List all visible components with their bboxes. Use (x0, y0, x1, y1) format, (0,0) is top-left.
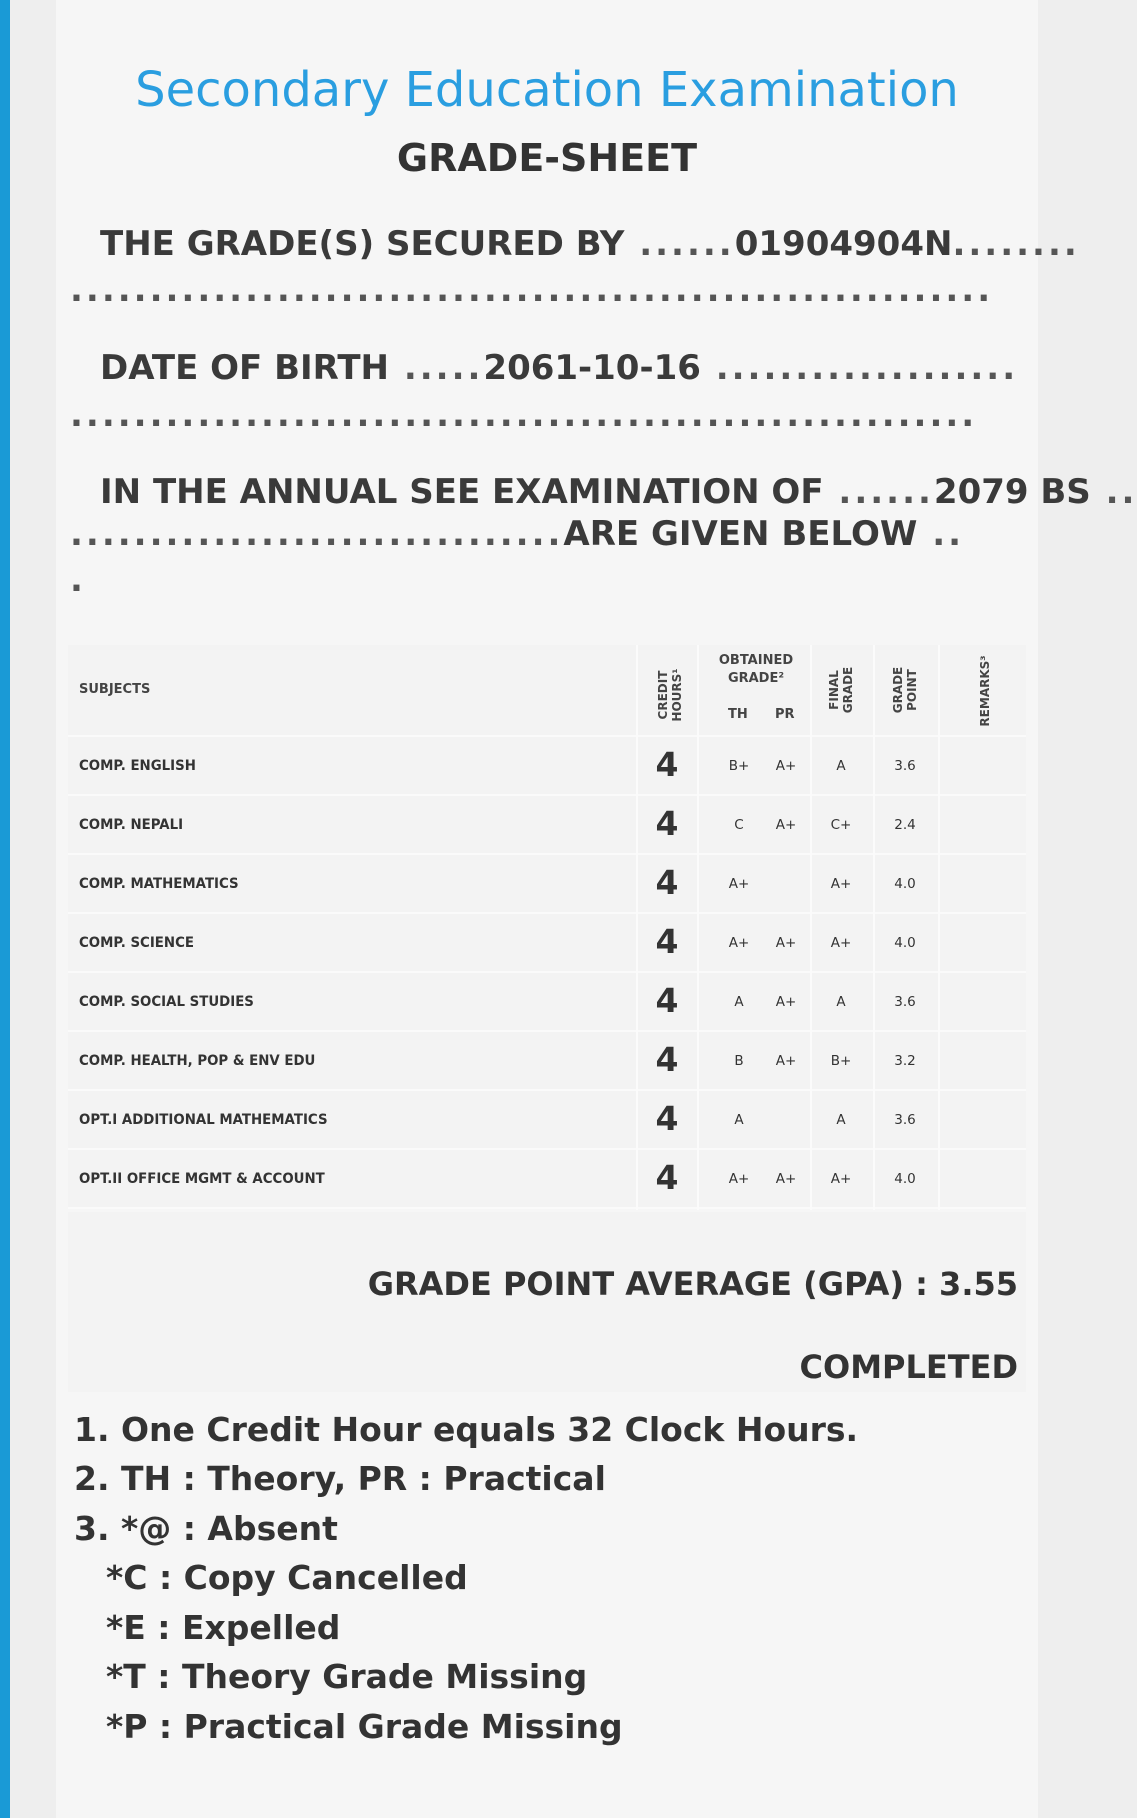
given-below-line: ...............................ARE GIVEN BELOW .. (70, 514, 965, 554)
final-grade: A (836, 758, 846, 774)
credit-hours: 4 (655, 1040, 679, 1079)
grade-point: 3.6 (894, 994, 916, 1010)
note-copy-cancelled: *C : Copy Cancelled (106, 1558, 468, 1597)
exam-label: IN THE ANNUAL SEE EXAMINATION OF (100, 472, 824, 512)
grade-point: 2.4 (894, 817, 916, 833)
pr-grade: A+ (775, 758, 797, 774)
subject-name: OPT.I ADDITIONAL MATHEMATICS (79, 1112, 328, 1128)
credit-hours: 4 (655, 745, 679, 784)
th-grade: A (734, 994, 744, 1010)
final-grade: A (836, 994, 846, 1010)
left-accent-bar (0, 0, 10, 1818)
grade-sheet-card (56, 0, 1137, 1818)
subject-name: COMP. MATHEMATICS (79, 876, 239, 892)
grade-point: 3.6 (894, 1112, 916, 1128)
dob-label: DATE OF BIRTH (100, 348, 389, 388)
subject-name: COMP. SCIENCE (79, 935, 194, 951)
table-row (68, 737, 1026, 796)
pr-grade: A+ (775, 935, 797, 951)
grade-point: 4.0 (894, 1171, 916, 1187)
grade-point: 3.2 (894, 1053, 916, 1069)
secured-by-label: THE GRADE(S) SECURED BY (100, 224, 625, 264)
final-grade: A+ (830, 876, 852, 892)
header-credit-hours: CREDIT HOURS¹ (656, 668, 684, 722)
credit-hours: 4 (655, 804, 679, 843)
header-pr: PR (775, 707, 795, 722)
symbol-number: 01904904N (734, 224, 953, 264)
final-grade: A+ (830, 1171, 852, 1187)
page-title: Secondary Education Examination (135, 62, 959, 118)
note-theory-missing: *T : Theory Grade Missing (106, 1657, 588, 1696)
table-row (68, 796, 1026, 855)
dotted-line: .......................................................... (70, 270, 994, 310)
credit-hours: 4 (655, 863, 679, 902)
table-row (68, 914, 1026, 973)
exam-year: 2079 BS (933, 472, 1091, 512)
credit-hours: 4 (655, 922, 679, 961)
subject-name: COMP. HEALTH, POP & ENV EDU (79, 1053, 316, 1069)
column-divider (873, 645, 875, 1210)
grade-table (68, 645, 1026, 1210)
subject-name: COMP. ENGLISH (79, 758, 196, 774)
final-grade: C+ (830, 817, 852, 833)
dob-value: 2061-10-16 (483, 348, 701, 388)
dotted-line: ......................................................... (70, 395, 978, 435)
table-header-row (68, 645, 1026, 737)
final-grade: B+ (830, 1053, 852, 1069)
th-grade: B (734, 1053, 744, 1069)
header-grade-point: GRADE POINT (891, 666, 919, 714)
subject-name: OPT.II OFFICE MGMT & ACCOUNT (79, 1171, 325, 1187)
exam-line: IN THE ANNUAL SEE EXAMINATION OF ......2079 BS .. (100, 472, 1137, 512)
note-credit-hours: 1. One Credit Hour equals 32 Clock Hours. (74, 1410, 859, 1449)
grade-point: 3.6 (894, 758, 916, 774)
dob-line: DATE OF BIRTH .....2061-10-16 ................... (100, 348, 1019, 388)
final-grade: A+ (830, 935, 852, 951)
note-practical-missing: *P : Practical Grade Missing (106, 1707, 623, 1746)
pr-grade: A+ (775, 1171, 797, 1187)
column-divider (697, 645, 699, 1210)
pr-grade: A+ (775, 817, 797, 833)
grade-point: 4.0 (894, 876, 916, 892)
subject-name: COMP. NEPALI (79, 817, 184, 833)
credit-hours: 4 (655, 1099, 679, 1138)
given-below-text: ARE GIVEN BELOW (563, 514, 918, 554)
pr-grade: A+ (775, 1053, 797, 1069)
note-absent: 3. *@ : Absent (74, 1509, 338, 1548)
th-grade: A+ (728, 1171, 750, 1187)
column-divider (636, 645, 638, 1210)
secured-by-line: THE GRADE(S) SECURED BY ......01904904N........ (100, 224, 1080, 264)
note-expelled: *E : Expelled (106, 1608, 341, 1647)
status-text: COMPLETED (799, 1348, 1018, 1386)
final-grade: A (836, 1112, 846, 1128)
header-subjects: SUBJECTS (79, 682, 151, 697)
pr-grade: A+ (775, 994, 797, 1010)
credit-hours: 4 (655, 1158, 679, 1197)
header-remarks: REMARKS³ (978, 655, 992, 727)
header-obtained-grade: OBTAINED GRADE² (718, 653, 794, 686)
header-th: TH (728, 707, 748, 722)
grade-point: 4.0 (894, 935, 916, 951)
gpa-text: GRADE POINT AVERAGE (GPA) : 3.55 (367, 1265, 1018, 1303)
subject-name: COMP. SOCIAL STUDIES (79, 994, 254, 1010)
page-subtitle: GRADE-SHEET (396, 136, 698, 180)
column-divider (938, 645, 940, 1210)
dotted-line: . (70, 560, 86, 600)
credit-hours: 4 (655, 981, 679, 1020)
header-final-grade: FINAL GRADE (827, 666, 855, 714)
th-grade: A+ (728, 935, 750, 951)
column-divider (810, 645, 812, 1210)
th-grade: A (734, 1112, 744, 1128)
th-grade: B+ (728, 758, 750, 774)
note-th-pr: 2. TH : Theory, PR : Practical (74, 1459, 606, 1498)
th-grade: C (734, 817, 744, 833)
th-grade: A+ (728, 876, 750, 892)
